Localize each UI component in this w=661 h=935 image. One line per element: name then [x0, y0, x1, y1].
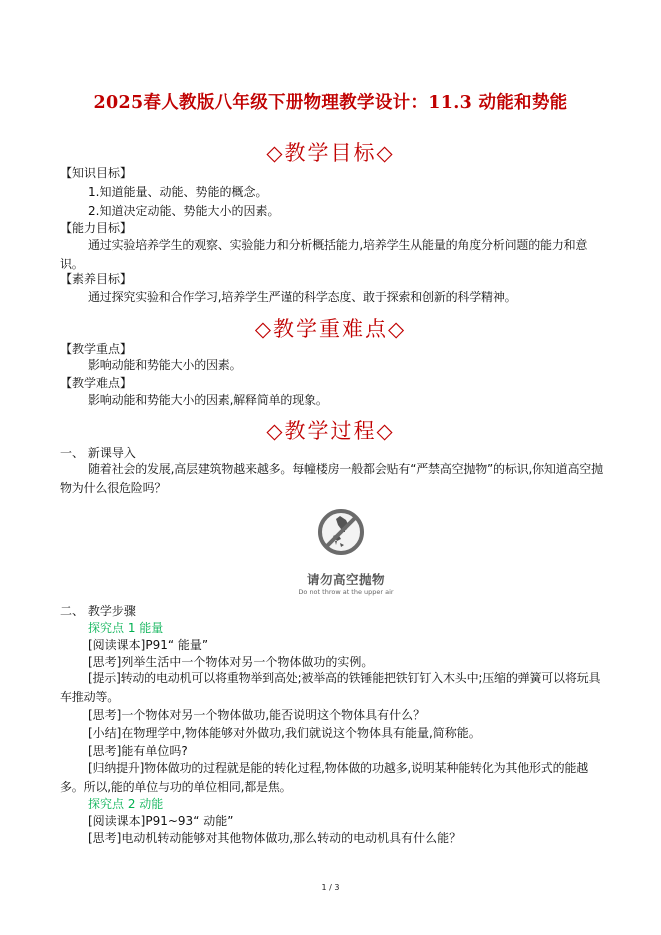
think-3: [思考]能有单位吗?	[88, 744, 188, 758]
think-2: [思考]一个物体对另一个物体做功,能否说明这个物体具有什么？	[88, 708, 426, 722]
ability-heading: 【能力目标】	[60, 221, 133, 235]
no-throwing-sign-icon	[316, 507, 366, 557]
literacy-heading: 【素养目标】	[60, 272, 133, 286]
think-4: [思考]电动机转动能够对其他物体做功,那么转动的电动机具有什么能？	[88, 831, 462, 845]
page-number: 1 / 3	[321, 883, 340, 892]
summary-1: [小结]在物理学中,物体能够对外做功,我们就说这个物体具有能量,简称能。	[88, 726, 481, 740]
knowledge-item-2: 2.知道决定动能、势能大小的因素。	[88, 204, 280, 218]
document-title: 2025春人教版八年级下册物理教学设计：11.3 动能和势能	[93, 93, 568, 113]
intro-text: 随着社会的发展,高层建筑物越来越多。每幢楼房一般都会贴有“严禁高空抛物”的标识,你知道高空抛物为什么很危险吗？	[60, 462, 603, 495]
intro-heading: 一、 新课导入	[60, 446, 136, 460]
no-littering-figure	[286, 505, 406, 600]
knowledge-heading: 【知识目标】	[60, 166, 133, 180]
read-textbook-2: [阅读课本]P91~93“ 动能”	[88, 814, 234, 828]
section-heading-process: ◇教学过程◇	[266, 419, 395, 443]
focus-text: 影响动能和势能大小的因素。	[88, 358, 242, 372]
induction-1: [归纳提升]物体做功的过程就是能的转化过程,物体做的功越多,说明某种能转化为其他形式的能越多。所以,能的单位与功的单位相同,都是焦。	[60, 761, 588, 794]
focus-heading: 【教学重点】	[60, 342, 133, 356]
difficulty-heading: 【教学难点】	[60, 376, 133, 390]
explore-point-2: 探究点 2 动能	[88, 797, 164, 811]
literacy-text: 通过探究实验和合作学习,培养学生严谨的科学态度、敢于探索和创新的科学精神。	[88, 290, 517, 304]
think-1: [思考]列举生活中一个物体对另一个物体做功的实例。	[88, 655, 374, 669]
section-heading-key-points: ◇教学重难点◇	[254, 317, 407, 341]
explore-point-1: 探究点 1 能量	[88, 621, 164, 635]
read-textbook-1: [阅读课本]P91“ 能量”	[88, 638, 209, 652]
difficulty-text: 影响动能和势能大小的因素,解释简单的现象。	[88, 393, 328, 407]
hint-1: [提示]转动的电动机可以将重物举到高处;被举高的铁锤能把铁钉钉入木头中;压缩的弹簧可以将玩具车推动等。	[60, 671, 601, 704]
steps-heading: 二、 教学步骤	[60, 604, 136, 618]
figure-caption-cn: 请勿高空抛物	[306, 572, 385, 587]
figure-caption-en: Do not throw at the upper air	[298, 588, 394, 596]
ability-text: 通过实验培养学生的观察、实验能力和分析概括能力,培养学生从能量的角度分析问题的能力和意识。	[60, 238, 588, 271]
knowledge-item-1: 1.知道能量、动能、势能的概念。	[88, 185, 268, 199]
section-heading-objectives: ◇教学目标◇	[266, 141, 395, 165]
